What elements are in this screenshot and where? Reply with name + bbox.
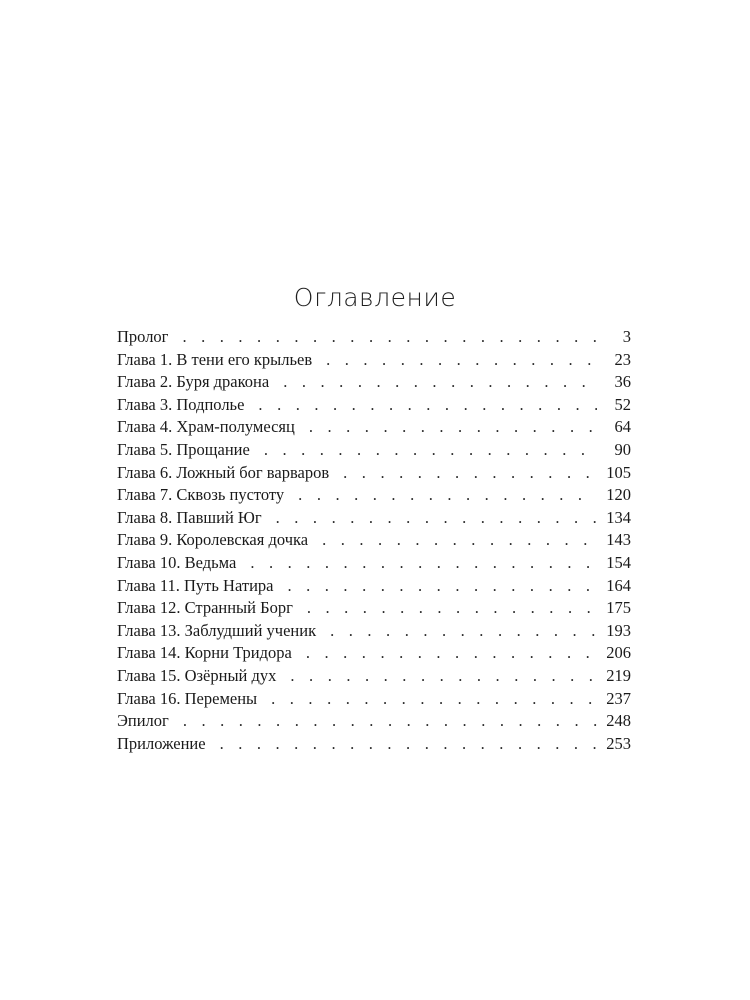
toc-entry (117, 529, 631, 552)
dot-leader (343, 462, 597, 485)
toc-entry-label: Глава 7. Сквозь пустоту (117, 485, 285, 505)
toc-entry-label: Глава 1. В тени его крыльев (117, 349, 313, 369)
toc-entry-page: 64 (614, 417, 631, 437)
dot-leader (258, 394, 597, 417)
toc-entry-label: Глава 8. Павший Юг (117, 507, 262, 527)
dot-leader (264, 439, 597, 462)
toc-entry-label: Глава 5. Прощание (117, 439, 250, 459)
toc-entry-page: 36 (614, 372, 631, 392)
toc-entry-page: 52 (614, 394, 631, 414)
toc-entry-label: Глава 15. Озёрный дух (117, 665, 277, 685)
toc-entry (117, 439, 631, 462)
dot-leader (330, 620, 597, 643)
toc-entry-label: Глава 2. Буря дракона (117, 372, 270, 392)
toc-entry (117, 394, 631, 417)
toc-entry (117, 552, 631, 575)
toc-entry-page: 206 (606, 643, 631, 663)
toc-entry-page: 237 (606, 688, 631, 708)
dot-leader (298, 484, 597, 507)
toc-entry-label: Глава 13. Заблудший ученик (117, 620, 317, 640)
toc-entry-label: Глава 9. Королевская дочка (117, 530, 309, 550)
dot-leader (276, 507, 597, 530)
dot-leader (290, 665, 597, 688)
toc-entry-page: 90 (614, 439, 631, 459)
dot-leader (287, 575, 597, 598)
toc-entry-page: 253 (606, 733, 631, 753)
toc-entry (117, 349, 631, 372)
toc-entry-label: Глава 10. Ведьма (117, 552, 237, 572)
toc-entry-label: Приложение (117, 733, 206, 753)
toc-entry-label: Глава 3. Подполье (117, 394, 245, 414)
toc-entry-label: Глава 14. Корни Тридора (117, 643, 292, 663)
dot-leader (220, 733, 597, 756)
toc-entry (117, 484, 631, 507)
toc-entry-page: 23 (614, 349, 631, 369)
dot-leader (250, 552, 597, 575)
dot-leader (271, 688, 597, 711)
toc-entry (117, 462, 631, 485)
toc-entry-page: 219 (606, 665, 631, 685)
dot-leader (182, 326, 597, 349)
toc-entry (117, 665, 631, 688)
dot-leader (322, 529, 597, 552)
dot-leader (307, 597, 597, 620)
dot-leader (306, 642, 597, 665)
toc-entry-label: Эпилог (117, 711, 169, 731)
toc-title: Оглавление (293, 283, 457, 312)
toc-entry (117, 371, 631, 394)
toc-entry-page: 154 (606, 552, 631, 572)
toc-entry-label: Глава 16. Перемены (117, 688, 258, 708)
dot-leader (326, 349, 597, 372)
toc-entry-label: Глава 6. Ложный бог варваров (117, 462, 330, 482)
toc-entry (117, 597, 631, 620)
toc-entry-label: Глава 11. Путь Натира (117, 575, 274, 595)
dot-leader (283, 371, 597, 394)
toc-entry (117, 575, 631, 598)
toc-entry (117, 733, 631, 756)
toc-entry (117, 620, 631, 643)
toc-entry-page: 3 (622, 327, 631, 346)
toc-entry (117, 688, 631, 711)
dot-leader (309, 416, 597, 439)
toc-entry-label: Пролог (117, 327, 169, 346)
toc-entry-page: 105 (606, 462, 631, 482)
toc-entry-label: Глава 12. Странный Борг (117, 598, 293, 618)
toc-entry (117, 416, 631, 439)
toc-list (117, 326, 631, 755)
toc-entry-page: 248 (606, 711, 631, 731)
toc-entry (117, 326, 631, 349)
toc-entry (117, 507, 631, 530)
toc-entry-page: 143 (606, 530, 631, 550)
toc-entry-page: 164 (606, 575, 631, 595)
toc-entry-page: 193 (606, 620, 631, 640)
dot-leader (183, 710, 597, 733)
toc-entry-page: 175 (606, 598, 631, 618)
toc-entry-page: 134 (606, 507, 631, 527)
toc-entry-label: Глава 4. Храм-полумесяц (117, 417, 295, 437)
toc-entry-page: 120 (606, 485, 631, 505)
toc-entry (117, 642, 631, 665)
toc-entry (117, 710, 631, 733)
